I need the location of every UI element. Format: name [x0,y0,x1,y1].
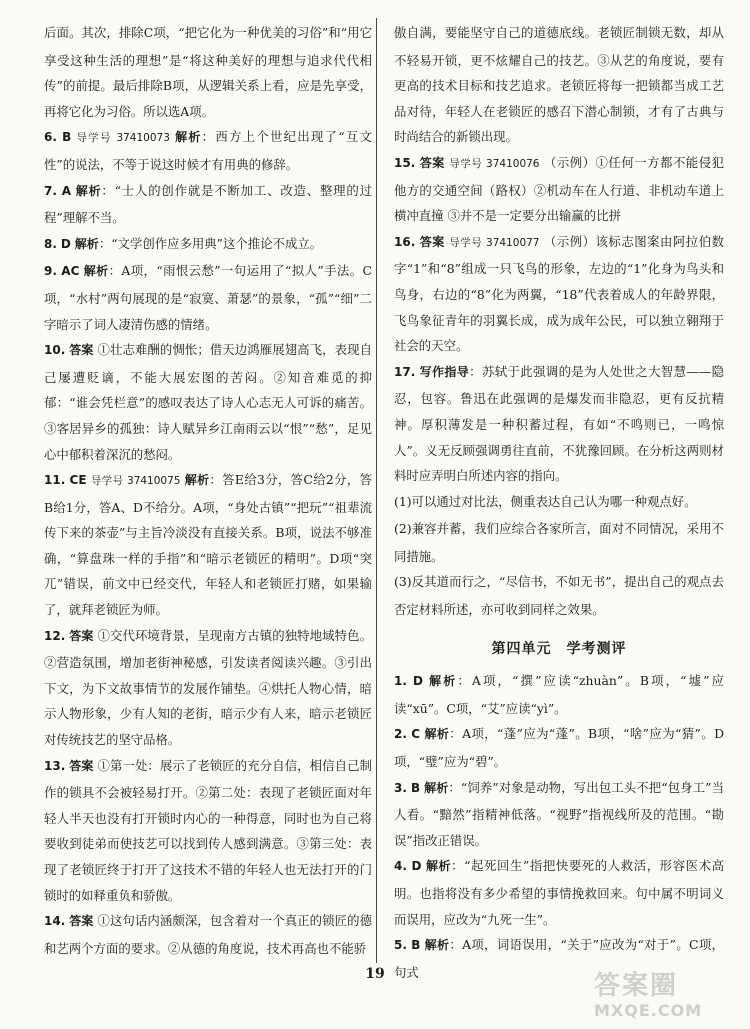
answer-item [44,623,372,753]
answer-item [394,516,724,569]
answer-text: (2)兼容并蓄，我们应综合各家所言，面对不同情况，采用不同措施。 [394,521,724,564]
answer-text: （示例）①任何一方都不能侵犯他方的交通空间（路权）②机动车在人行道、非机动车道上横冲直撞 ③并不是一定要分出输赢的比拼 [394,154,724,224]
explanation-label: 解析 [424,938,450,953]
answer-number: 14. [44,914,66,929]
answer-key: CE [69,473,87,488]
answer-key: D [413,674,423,689]
answer-item [44,337,372,467]
answer-number: 4. [394,859,407,874]
guide-code: 导学号 37410075 [90,475,181,488]
watermark-top: 答案圈 [594,971,679,1001]
answer-key: AC [61,264,80,279]
answer-text: ①这句话内涵颇深，包含着对一个真正的锁匠的德和艺两个方面的要求。②从德的角度说，技术再高也不能骄 [44,913,372,956]
explanation-label: 解析 [424,727,450,742]
explanation-label: 解析 [429,674,458,689]
answer-number: 5. [394,938,407,953]
answer-item: 11. CE 导学号 37410075 解析：答E给3分，答C给2分，答B给1分，答A、D不给分。A项，“身处古镇”“把玩”“祖辈流传下来的茶壶”与主旨冷淡没有直接关系。B项，说法不够准确，“算盘珠一样的手指”和“暗示老锁匠的精明”。D项“突兀”错误，前文中已经交代，年轻人和老锁匠打赌，如果输了，就拜老锁匠为师。 [44,472,372,618]
section-title: 第四单元 学考测评 [491,640,627,657]
answer-item [44,20,372,124]
answer-text: 后面。其次，排除C项，“把它化为一种优美的习俗”和“用它享受这种生活的理想”是“将这种美好的理想与追求代代相传”的前提。最后排除B项，从逻辑关系上看，应是先享受，再将它化为习俗。所以选A项。 [44,25,372,119]
answer-item: 1. D 解析：A项，“撰”应读“zhuàn”。B项，“墟”应读“xū”。C项，“艾”应读“yì”。 [394,673,725,716]
answer-key: D [60,236,71,251]
answer-item [394,489,724,517]
answer-text: (3)反其道而行之，“尽信书，不如无书”，提出自己的观点去否定材料所述，亦可收到同样之效果。 [394,574,724,618]
answer-text: ①交代环境背景，呈现南方古镇的独特地域特色。②营造氛围，增加老街神秘感，引发读者阅读兴趣。③引出下文，为下文故事情节的发展作铺垫。④烘托人物心情，暗示人物形象，少有人知的老街，暗示少有人来，暗示老锁匠对传统技艺的坚守品格。 [44,627,372,748]
answer-number: 8. [44,236,57,251]
answer-number: 16. [394,234,416,249]
answer-item: 5. B 解析：A项，词语误用，“关于”应改为“对于”。C项，句式 [394,937,724,980]
answer-item: 9. AC 解析：A项，“雨恨云愁”一句运用了“拟人”手法。C项，“水村”两句展现的是“寂寞、萧瑟”的景象，“孤”“细”二字暗示了词人凄清伤感的情绪。 [44,263,372,332]
answer-item [394,20,724,150]
answer-item: 7. A 解析：“士人的创作就是不断加工、改造、整理的过程”理解不当。 [44,182,372,226]
answer-number: 3. [394,780,407,795]
answer-number: 9. [44,264,57,279]
answer-text: “饲养”对象是动物，写出包工头不把“包身工”当人看。“黯然”指精神低落。“视野”指视线所及的范围。“勘误”指改正错误。 [394,779,724,848]
guide-code: 导学号 37410076 [449,157,540,170]
left-column [44,20,372,961]
answer-item [44,908,372,961]
answer-key: C [411,727,421,742]
answer-item [394,229,724,359]
explanation-label: 解析 [425,859,452,874]
answer-text: 答E给3分，答C给2分，答B给1分，答A、D不给分。A项，“身处古镇”“把玩”“祖辈流传下来的茶壶”与主旨冷淡没有直接关系。B项，说法不够准确，“算盘珠一样的手指”和“暗示老锁匠的精明”。D项“突兀”错误，前文中已经交代，年轻人和老锁匠打赌，如果输了，就拜老锁匠为师。 [44,472,372,618]
answer-text: “文学创作应多用典”这个推论不成立。 [111,235,323,251]
answer-item [394,569,724,622]
explanation-label: 解析 [424,780,449,795]
answer-text: A项，“撰”应读“zhuàn”。B项，“墟”应读“xū”。C项，“艾”应读“yì”。 [394,673,725,716]
answer-number: 17. [394,364,416,379]
explanation-label: 解析 [184,473,210,488]
answer-text: A项，词语误用，“关于”应改为“对于”。C项，句式 [394,937,724,980]
answer-text: 苏轼于此强调的是为人处世之大智慧——隐忍，包容。鲁迅在此强调的是爆发而非隐忍，更有反抗精神。厚积薄发是一种积蓄过程，有如“不鸣则已，一鸣惊人”。义无反顾强调勇往直前，不犹豫回顾。在分析这两则材料时应弄明白所述内容的指向。 [394,363,724,484]
answer-item: 8. D 解析：“文学创作应多用典”这个推论不成立。 [44,235,323,251]
answer-text: ①第一处：展示了老锁匠的充分自信，相信自己制作的锁具不会被轻易打开。②第二处：表现了老锁匠面对年轻人半天也没有打开锁时内心的一种得意，同时也为自己将要收到徒弟而使技艺可以找到传人感到满意。③第三处：表现了老锁匠终于打开了这技术不错的年轻人也无法打开的门锁时的如释重负和骄傲。 [44,757,372,903]
explanation-label: 解析 [75,183,102,198]
answer-number: 1. [394,674,407,689]
answer-number: 7. [44,183,57,198]
answer-item: 6. B 导学号 37410073 解析：西方上个世纪出现了“互文性”的说法，不等于说这时候才有用典的修辞。 [44,129,372,172]
page-number: 19 [365,966,385,982]
answer-text: A项，“蓬”应为“蓬”。B项，“啥”应为“猜”。D项，“璧”应为“碧”。 [394,726,725,770]
right-column [394,20,724,985]
answer-text: “士人的创作就是不断加工、改造、整理的过程”理解不当。 [44,182,372,226]
answer-number: 6. [44,130,57,145]
answer-key: 答案 [419,155,445,170]
watermark-logo [594,971,744,1027]
answer-key: D [411,859,422,874]
answer-text: ①壮志难酬的惆怅；借天边鸿雁展翅高飞，表现自己屡遭贬谪，不能大展宏图的苦闷。②知音难觅的抑郁：“谁会凭栏意”的感叹表达了诗人心志无人可诉的痛苦。③客居异乡的孤独：诗人赋异乡江南雨云以“恨”“愁”，足见心中郁积着深沉的愁闷。 [44,342,372,462]
explanation-label: 解析 [74,236,99,251]
answer-text: “起死回生”指把快要死的人救活，形容医术高明。也指将没有多少希望的事情挽救回来。句中属不明词义而误用，应改为“九死一生”。 [394,858,724,927]
answer-text: 傲自满，要能坚守自己的道德底线。老锁匠制锁无数，却从不轻易开锁，更不炫耀自己的技艺。③从艺的角度说，要有更高的技术目标和技艺追求。老锁匠将每一把锁都当成工艺品对待，年轻人在老锁匠的感召下潜心制锁，才有了古典与时尚结合的新锁出现。 [394,25,724,145]
answer-item: 17. 写作指导：苏轼于此强调的是为人处世之大智慧——隐忍，包容。鲁迅在此强调的是爆发而非隐忍，更有反抗精神。厚积薄发是一种积蓄过程，有如“不鸣则已，一鸣惊人”。义无反顾强调勇往直前，不犹豫回顾。在分析这两则材料时应弄明白所述内容的指向。 [394,363,724,484]
answer-text: (1)可以通过对比法，侧重表达自己认为哪一种观点好。 [394,493,697,509]
answer-text: 西方上个世纪出现了“互文性”的说法，不等于说这时候才有用典的修辞。 [44,129,372,172]
answer-key: B [62,130,72,145]
answer-key: 答案 [69,628,94,643]
guide-code: 导学号 37410077 [449,236,540,249]
watermark-bottom: MXQE.COM [594,1001,703,1020]
answer-key: A [61,183,71,198]
answer-number: 15. [394,155,416,170]
answer-text: （示例）该标志图案由阿拉伯数字“1”和“8”组成一只飞鸟的形象，左边的“1”化身为鸟头和鸟身，右边的“8”化为两翼，“18”代表着成人的年龄界限，飞鸟象征青年的羽翼长成，成为成年公民，可以独立翱翔于社会的天空。 [394,233,724,354]
explanation-label: 解析 [83,264,109,279]
answer-key: B [410,780,421,795]
answer-key: 答案 [419,234,445,249]
answer-number: 2. [394,727,407,742]
answer-text: A项，“雨恨云愁”一句运用了“拟人”手法。C项，“水村”两句展现的是“寂寞、萧瑟”的景象，“孤”“细”二字暗示了词人凄清伤感的情绪。 [44,263,372,332]
answer-number: 12. [44,628,66,643]
column-divider [376,18,377,963]
answer-item: 3. B 解析：“饲养”对象是动物，写出包工头不把“包身工”当人看。“黯然”指精神低落。“视野”指视线所及的范围。“勘误”指改正错误。 [394,779,724,848]
answer-item [394,150,724,229]
answer-number: 13. [44,758,66,773]
explanation-label: 解析 [175,130,202,145]
guide-code: 导学号 37410073 [76,132,170,145]
answer-number: 10. [44,343,66,358]
answer-item: 4. D 解析：“起死回生”指把快要死的人救活，形容医术高明。也指将没有多少希望的事情挽救回来。句中属不明词义而误用，应改为“九死一生”。 [394,858,724,927]
answer-key: 答案 [69,758,94,773]
answer-item: 2. C 解析：A项，“蓬”应为“蓬”。B项，“啥”应为“猜”。D项，“璧”应为“碧”。 [394,726,725,770]
answer-key: 答案 [69,914,94,929]
answer-number: 11. [44,473,66,488]
answer-key: B [411,938,421,953]
answer-key: 写作指导 [419,364,470,379]
answer-key: 答案 [69,343,94,358]
answer-item [44,753,372,909]
